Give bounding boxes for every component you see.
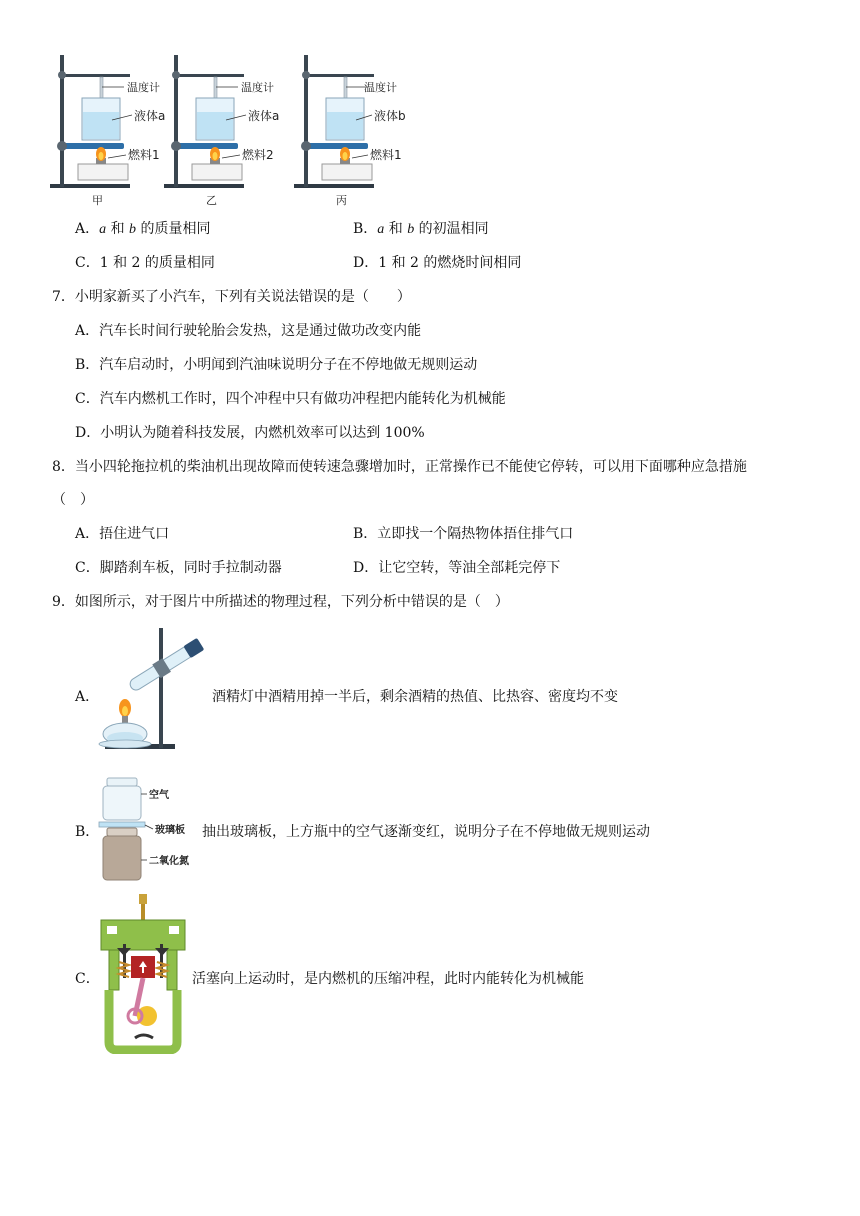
variable-b: b [407, 222, 415, 237]
fuel-label-3: 燃料1 [370, 148, 402, 162]
q9-option-b-label[interactable]: B． [75, 824, 100, 840]
q6-option-b[interactable] [353, 218, 489, 238]
q7-option-b[interactable]: B．汽车启动时，小明闻到汽油味说明分子在不停地做无规则运动 [75, 357, 478, 373]
gas-diffusion-bottles-figure [95, 776, 205, 884]
fuel-label-2: 燃料2 [242, 148, 274, 162]
q8-option-d[interactable]: D．让它空转，等油全部耗完停下 [353, 560, 561, 576]
liquid-label-1: 液体a [134, 109, 166, 123]
option-text: 的质量相同 [136, 221, 211, 237]
q8-option-a[interactable]: A．捂住进气口 [75, 526, 170, 542]
bottle-bottom-label: 二氧化氮 [149, 856, 189, 867]
variable-b: b [129, 222, 137, 237]
apparatus-yi [164, 55, 279, 207]
option-text: 1 和 2 的质量相同 [99, 255, 215, 271]
option-label: D． [353, 255, 379, 271]
q9-option-a-text[interactable]: 酒精灯中酒精用掉一半后，剩余酒精的热值、比热容、密度均不变 [212, 689, 618, 705]
liquid-label-2: 液体a [248, 109, 280, 123]
thermometer-label-2: 温度计 [241, 81, 274, 94]
q9-option-c-text[interactable]: 活塞向上运动时，是内燃机的压缩冲程，此时内能转化为机械能 [192, 971, 584, 987]
q9-stem: 9．如图所示，对于图片中所描述的物理过程，下列分析中错误的是（ ） [52, 594, 509, 610]
q7-option-d[interactable]: D．小明认为随着科技发展，内燃机效率可以达到 100% [75, 425, 425, 441]
q9-option-c-label[interactable]: C． [75, 971, 100, 987]
thermometer-label-1: 温度计 [127, 81, 160, 94]
q6-option-a[interactable] [75, 218, 210, 238]
q8-stem-line1: 8．当小四轮拖拉机的柴油机出现故障而使转速急骤增加时，正常操作已不能使它停转，可以用下面哪种应急措施 [52, 459, 747, 475]
q7-stem: 7．小明家新买了小汽车，下列有关说法错误的是（ ） [52, 289, 411, 305]
option-label: A． [75, 221, 100, 237]
q8-stem-line2: （ ） [52, 492, 94, 508]
option-text: 和 [384, 221, 408, 237]
apparatus-jia [50, 55, 165, 207]
alcohol-lamp-testtube-figure [95, 626, 213, 754]
q9-option-a-label[interactable]: A． [75, 689, 100, 705]
liquid-label-3: 液体b [374, 109, 406, 123]
option-text: 1 和 2 的燃烧时间相同 [378, 255, 522, 271]
q6-option-d[interactable] [353, 252, 521, 272]
q8-option-b[interactable]: B．立即找一个隔热物体捂住排气口 [353, 526, 574, 542]
option-text: 的初温相同 [414, 221, 489, 237]
caption-bing: 丙 [336, 194, 347, 207]
bottle-top-label: 空气 [149, 790, 169, 801]
caption-yi: 乙 [206, 194, 217, 207]
variable-a: a [99, 222, 107, 237]
caption-jia: 甲 [92, 194, 103, 207]
q6-option-c[interactable] [75, 252, 215, 272]
q9-option-b-text[interactable]: 抽出玻璃板，上方瓶中的空气逐渐变红，说明分子在不停地做无规则运动 [202, 824, 650, 840]
engine-cylinder-figure [95, 892, 191, 1054]
fuel-label-1: 燃料1 [128, 148, 160, 162]
q8-option-c[interactable]: C．脚踏刹车板，同时手拉制动器 [75, 560, 282, 576]
option-label: B． [353, 221, 378, 237]
apparatus-bing [294, 55, 406, 207]
option-label: C． [75, 255, 100, 271]
q7-option-a[interactable]: A．汽车长时间行驶轮胎会发热，这是通过做功改变内能 [75, 323, 422, 339]
glass-plate-label: 玻璃板 [155, 825, 185, 836]
option-text: 和 [106, 221, 130, 237]
thermometer-label-3: 温度计 [364, 81, 397, 94]
q6-apparatus-figure [40, 50, 430, 210]
q7-option-c[interactable]: C．汽车内燃机工作时，四个冲程中只有做功冲程把内能转化为机械能 [75, 391, 506, 407]
variable-a: a [377, 222, 385, 237]
